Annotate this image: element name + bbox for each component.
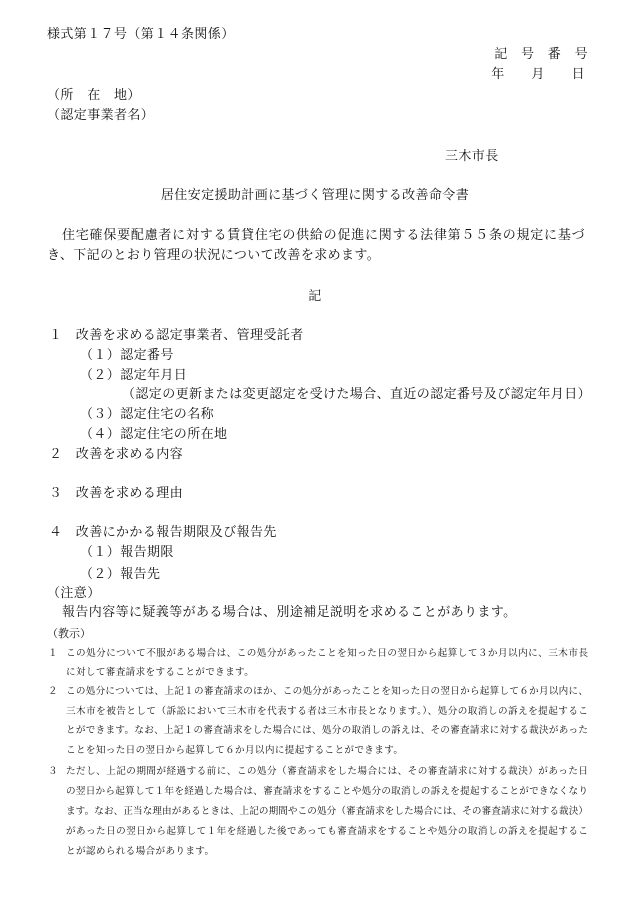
item-4-sub-1: （１）報告期限 [80, 545, 174, 560]
item-1-sub-1: （１）認定番号 [80, 348, 174, 363]
form-number: 様式第１７号（第１４条関係） [47, 27, 235, 42]
instruction-item-3-line: ます。なお、正当な理由があるときは、上記の期間やこの処分（審査請求をした場合には、その審査請求に対する裁決） [66, 806, 588, 817]
instruction-item-3-line: があった日の翌日から起算して１年を経過した後であっても審査請求をすることや処分の取消しの訴えを提起するこ [66, 826, 588, 837]
item-4-sub-2: （２）報告先 [80, 567, 161, 582]
caution-text: 報告内容等に疑義等がある場合は、別途補足説明を求めることがあります。 [62, 605, 517, 620]
instruction-item-3-number: ３ [48, 766, 58, 777]
issuer-name: 三木市長 [445, 149, 499, 164]
item-1-sub-3: （３）認定住宅の名称 [80, 407, 215, 422]
date-label: 年 月 日 [491, 67, 585, 82]
instruction-item-2-line: とができます。なお、上記１の審査請求をした場合には、処分の取消しの訴えは、その審査請求に対する裁決があった [66, 725, 588, 736]
reference-number-label: 記 号 番 号 [494, 47, 588, 62]
instruction-item-1-line: この処分について不服がある場合は、この処分があったことを知った日の翌日から起算して３か月以内に、三木市長 [66, 648, 588, 659]
instruction-item-2-line: この処分については、上記１の審査請求のほか、この処分があったことを知った日の翌日から起算して６か月以内に、 [66, 686, 588, 697]
instruction-item-3-line: とが認められる場合があります。 [66, 846, 215, 857]
ki-heading: 記 [308, 289, 322, 304]
item-2-heading: ２ 改善を求める内容 [49, 447, 184, 462]
item-1-sub-2: （２）認定年月日 [80, 368, 188, 383]
item-4-heading: ４ 改善にかかる報告期限及び報告先 [49, 525, 277, 540]
item-1-heading: １ 改善を求める認定事業者、管理受託者 [49, 328, 304, 343]
recipient-address-label: （所 在 地） [47, 88, 141, 103]
body-text-line-2: き、下記のとおり管理の状況について改善を求めます。 [47, 248, 381, 263]
instruction-item-1-number: １ [48, 648, 58, 659]
instruction-item-2-line: ことを知った日の翌日から起算して６か月以内に提起することができます。 [66, 745, 404, 756]
item-3-heading: ３ 改善を求める理由 [49, 486, 184, 501]
item-1-sub-4: （４）認定住宅の所在地 [80, 427, 228, 442]
document-title: 居住安定援助計画に基づく管理に関する改善命令書 [160, 188, 470, 203]
recipient-business-name-label: （認定事業者名） [47, 108, 155, 123]
instruction-item-2-line: 三木市を被告として（訴訟において三木市を代表する者は三木市長となります。）、処分の取消しの訴えを提起するこ [66, 706, 588, 717]
instruction-item-2-number: ２ [48, 686, 58, 697]
item-1-sub-2-note: （認定の更新または変更認定を受けた場合、直近の認定番号及び認定年月日） [122, 387, 592, 402]
instruction-item-1-line: に対して審査請求をすることができます。 [66, 667, 255, 678]
instruction-item-3-line: の翌日から起算して１年を経過した場合は、審査請求をすることや処分の取消しの訴えを提起することができなくなり [66, 786, 588, 797]
instruction-item-3-line: ただし、上記の期間が経過する前に、この処分（審査請求をした場合には、その審査請求に対する裁決）があった日 [66, 766, 588, 777]
instruction-heading: （教示） [47, 627, 91, 640]
body-text-line-1: 住宅確保要配慮者に対する賃貸住宅の供給の促進に関する法律第５５条の規定に基づ [62, 228, 585, 243]
caution-heading: （注意） [47, 586, 101, 601]
